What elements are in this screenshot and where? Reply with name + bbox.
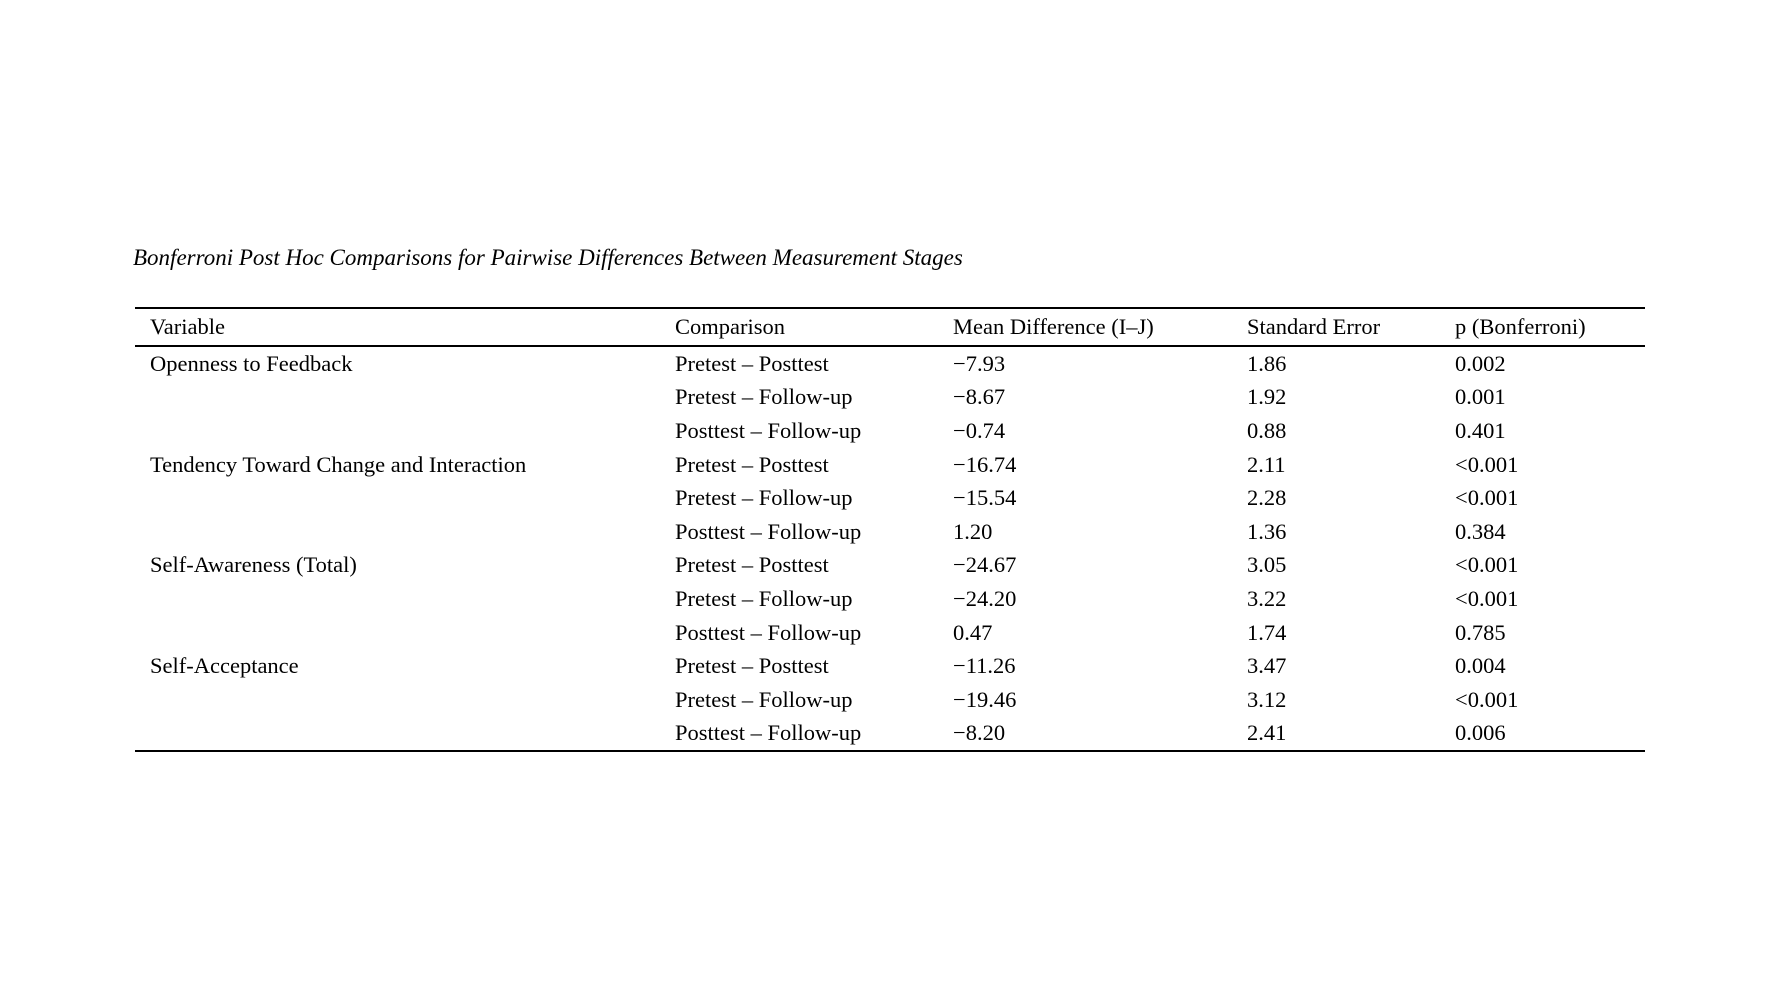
mean-difference-cell: −24.67 — [953, 552, 1017, 578]
variable-cell: Tendency Toward Change and Interaction — [150, 451, 527, 477]
standard-error-cell: 2.28 — [1247, 485, 1287, 511]
standard-error-cell: 1.86 — [1247, 350, 1287, 376]
column-header-standard-error: Standard Error — [1247, 308, 1455, 346]
comparison-cell: Pretest – Posttest — [675, 350, 829, 376]
variable-cell — [135, 616, 675, 650]
standard-error-cell: 1.92 — [1247, 384, 1287, 410]
variable-cell: Self-Acceptance — [150, 653, 299, 679]
variable-cell: Openness to Feedback — [150, 350, 353, 376]
column-header-p-bonferroni: p (Bonferroni) — [1455, 308, 1645, 346]
p-value-cell: 0.004 — [1455, 653, 1506, 679]
p-value-cell: <0.001 — [1455, 451, 1519, 477]
mean-difference-cell: −19.46 — [953, 686, 1017, 712]
table-title: Bonferroni Post Hoc Comparisons for Pairwise Differences Between Measurement Stages — [133, 245, 963, 270]
p-value-cell: 0.006 — [1455, 720, 1506, 746]
table-row — [135, 414, 1645, 448]
standard-error-cell: 3.05 — [1247, 552, 1287, 578]
p-value-cell: <0.001 — [1455, 552, 1519, 578]
comparison-cell: Pretest – Posttest — [675, 552, 829, 578]
table-row — [135, 481, 1645, 515]
p-value-cell: 0.785 — [1455, 619, 1506, 645]
standard-error-cell: 3.22 — [1247, 585, 1287, 611]
table-row — [135, 616, 1645, 650]
comparison-cell: Posttest – Follow-up — [675, 720, 862, 746]
table-row — [135, 381, 1645, 415]
variable-cell — [135, 582, 675, 616]
column-header-comparison: Comparison — [675, 308, 953, 346]
p-value-cell: 0.384 — [1455, 518, 1506, 544]
variable-cell — [135, 683, 675, 717]
p-value-cell: 0.001 — [1455, 384, 1506, 410]
variable-cell: Self-Awareness (Total) — [150, 552, 357, 578]
p-value-cell: 0.401 — [1455, 417, 1506, 443]
variable-cell — [135, 481, 675, 515]
posthoc-comparisons-table — [135, 307, 1645, 752]
table-row — [135, 448, 1645, 482]
comparison-cell: Pretest – Posttest — [675, 451, 829, 477]
mean-difference-cell: −16.74 — [953, 451, 1017, 477]
table-row — [135, 582, 1645, 616]
variable-cell — [135, 381, 675, 415]
variable-cell — [135, 414, 675, 448]
table-header-row — [135, 308, 1645, 346]
variable-cell — [135, 515, 675, 549]
standard-error-cell: 2.41 — [1247, 720, 1287, 746]
comparison-cell: Posttest – Follow-up — [675, 619, 862, 645]
comparison-cell: Pretest – Follow-up — [675, 384, 853, 410]
comparison-cell: Pretest – Follow-up — [675, 686, 853, 712]
table-row — [135, 346, 1645, 381]
comparison-cell: Posttest – Follow-up — [675, 417, 862, 443]
table-row — [135, 549, 1645, 583]
mean-difference-cell: 0.47 — [953, 619, 993, 645]
comparison-cell: Pretest – Follow-up — [675, 585, 853, 611]
comparison-cell: Pretest – Posttest — [675, 653, 829, 679]
mean-difference-cell: −8.20 — [953, 720, 1006, 746]
mean-difference-cell: −8.67 — [953, 384, 1006, 410]
mean-difference-cell: −7.93 — [953, 350, 1006, 376]
variable-cell — [135, 717, 675, 752]
column-header-mean-difference: Mean Difference (I–J) — [953, 308, 1247, 346]
comparison-cell: Pretest – Follow-up — [675, 485, 853, 511]
mean-difference-cell: −11.26 — [953, 653, 1016, 679]
table-row — [135, 717, 1645, 752]
standard-error-cell: 2.11 — [1247, 451, 1286, 477]
p-value-cell: <0.001 — [1455, 485, 1519, 511]
standard-error-cell: 1.36 — [1247, 518, 1287, 544]
table-row — [135, 683, 1645, 717]
p-value-cell: <0.001 — [1455, 686, 1519, 712]
p-value-cell: 0.002 — [1455, 350, 1506, 376]
standard-error-cell: 3.47 — [1247, 653, 1287, 679]
standard-error-cell: 3.12 — [1247, 686, 1287, 712]
table-row — [135, 649, 1645, 683]
table-row — [135, 515, 1645, 549]
standard-error-cell: 1.74 — [1247, 619, 1287, 645]
p-value-cell: <0.001 — [1455, 585, 1519, 611]
mean-difference-cell: −0.74 — [953, 417, 1006, 443]
mean-difference-cell: 1.20 — [953, 518, 993, 544]
standard-error-cell: 0.88 — [1247, 417, 1287, 443]
comparison-cell: Posttest – Follow-up — [675, 518, 862, 544]
mean-difference-cell: −15.54 — [953, 485, 1017, 511]
mean-difference-cell: −24.20 — [953, 585, 1017, 611]
column-header-variable: Variable — [135, 308, 675, 346]
